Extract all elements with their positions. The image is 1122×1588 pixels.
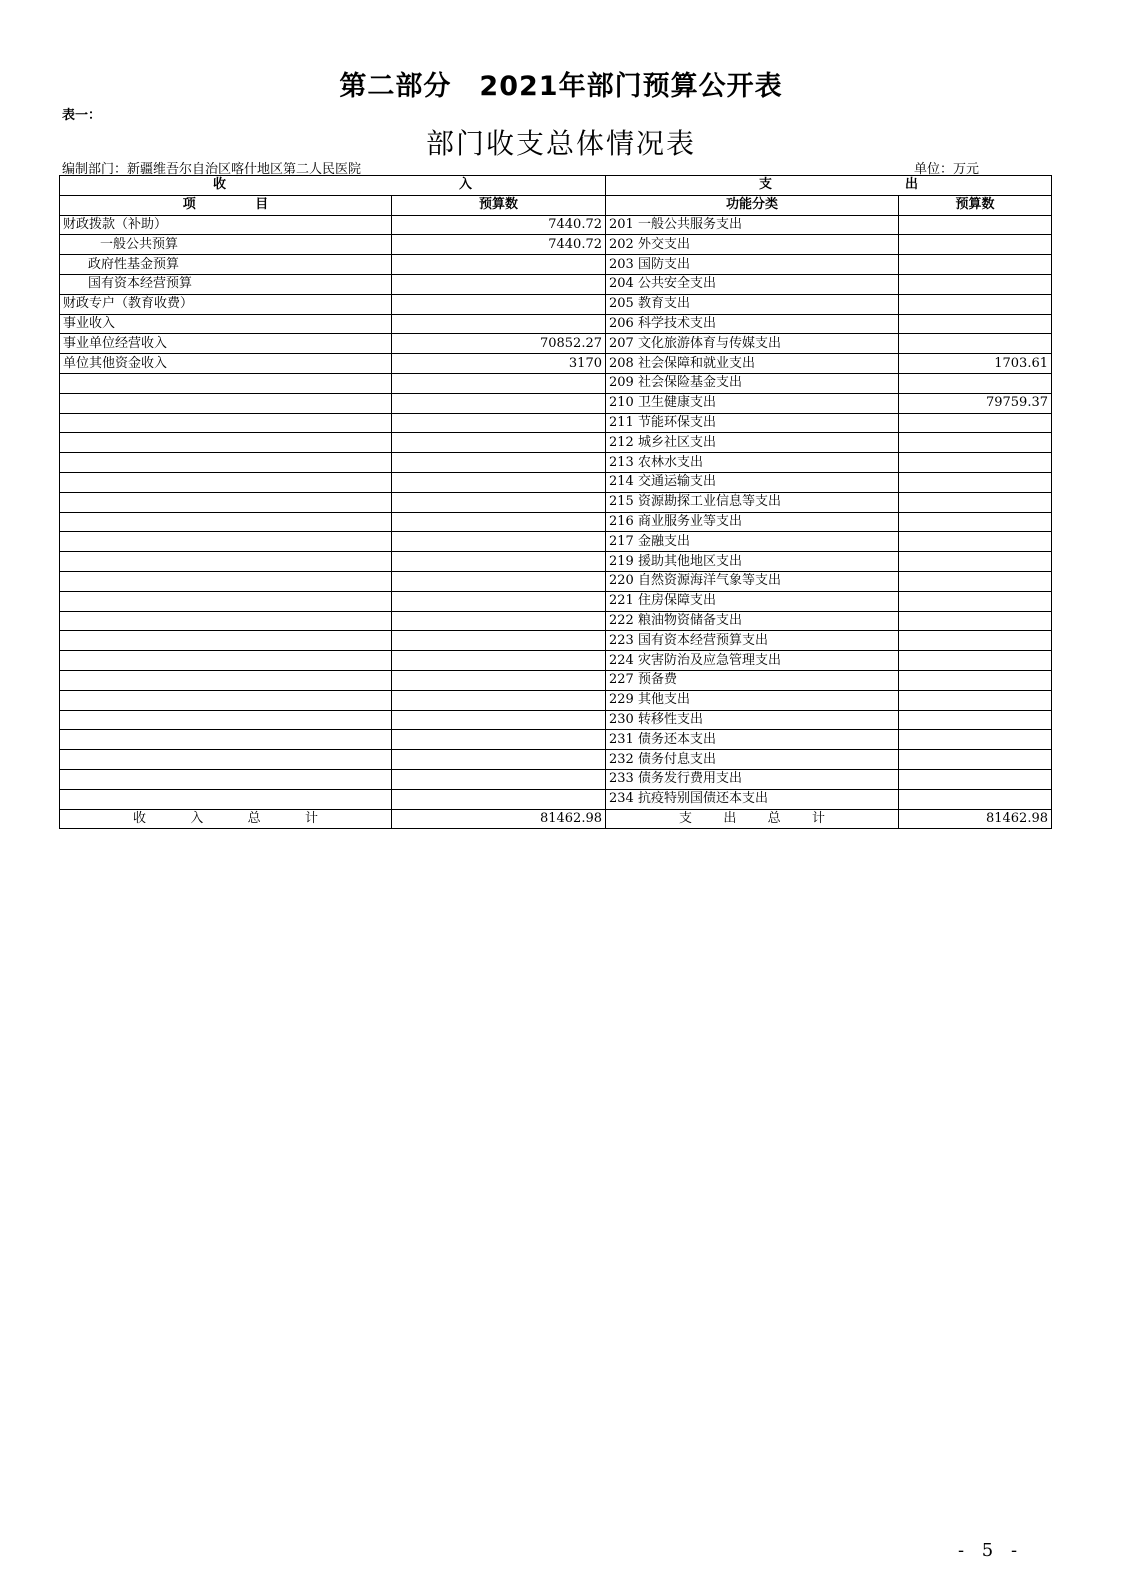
col-function: 功能分类: [606, 195, 899, 215]
page-number: - 5 -: [958, 1540, 1024, 1561]
function-category-cell: 229 其他支出: [606, 690, 899, 710]
total-char: 支: [679, 810, 693, 826]
income-item-cell: 国有资本经营预算: [60, 274, 392, 294]
income-item-cell: [60, 472, 392, 492]
table-title: 部门收支总体情况表: [425, 127, 696, 160]
income-item-cell: [60, 651, 392, 671]
expense-amount-cell: [899, 611, 1052, 631]
table-row: [60, 789, 1052, 809]
col-item-char: 目: [255, 197, 269, 213]
income-amount-cell: [392, 294, 606, 314]
income-amount-cell: [392, 393, 606, 413]
income-amount-cell: [392, 651, 606, 671]
income-amount-cell: [392, 611, 606, 631]
expense-char: 支: [759, 177, 773, 193]
table-row: [60, 631, 1052, 651]
function-category-cell: 204 公共安全支出: [606, 274, 899, 294]
income-item-cell: [60, 571, 392, 591]
income-item-cell: [60, 413, 392, 433]
income-item-cell: [60, 492, 392, 512]
function-category-cell: 232 债务付息支出: [606, 750, 899, 770]
income-item-cell: 事业收入: [60, 314, 392, 334]
table-row: [60, 670, 1052, 690]
function-category-cell: 216 商业服务业等支出: [606, 512, 899, 532]
income-item-cell: [60, 690, 392, 710]
expense-char: 出: [904, 177, 918, 193]
function-category-cell: 219 援助其他地区支出: [606, 552, 899, 572]
expense-amount-cell: [899, 512, 1052, 532]
table-row: [60, 373, 1052, 393]
total-income-value: 81462.98: [392, 809, 606, 829]
function-category-cell: 207 文化旅游体育与传媒支出: [606, 334, 899, 354]
income-item-cell: 一般公共预算: [60, 235, 392, 255]
table-row: [60, 393, 1052, 413]
col-item-char: 项: [182, 197, 196, 213]
function-category-cell: 213 农林水支出: [606, 453, 899, 473]
expense-amount-cell: [899, 651, 1052, 671]
income-amount-cell: [392, 591, 606, 611]
function-category-cell: 217 金融支出: [606, 532, 899, 552]
expense-amount-cell: [899, 235, 1052, 255]
income-item-cell: [60, 512, 392, 532]
function-category-cell: 206 科学技术支出: [606, 314, 899, 334]
function-category-cell: 208 社会保障和就业支出: [606, 354, 899, 374]
total-char: 出: [723, 810, 737, 826]
table-row: [60, 591, 1052, 611]
table-row: [60, 472, 1052, 492]
table-row: [60, 492, 1052, 512]
expense-amount-cell: [899, 789, 1052, 809]
department-label: 编制部门：新疆维吾尔自治区喀什地区第二人民医院: [62, 162, 362, 177]
table-row: [60, 750, 1052, 770]
expense-amount-cell: [899, 453, 1052, 473]
income-item-cell: [60, 631, 392, 651]
table-row: [60, 651, 1052, 671]
income-amount-cell: [392, 750, 606, 770]
function-category-cell: 227 预备费: [606, 670, 899, 690]
income-header: [60, 176, 606, 196]
function-category-cell: 222 粮油物资储备支出: [606, 611, 899, 631]
function-category-cell: 203 国防支出: [606, 255, 899, 275]
income-amount-cell: [392, 670, 606, 690]
expense-amount-cell: [899, 532, 1052, 552]
expense-amount-cell: [899, 314, 1052, 334]
col-budget-expense: 预算数: [899, 195, 1052, 215]
expense-amount-cell: [899, 631, 1052, 651]
income-item-cell: [60, 373, 392, 393]
function-category-cell: 231 债务还本支出: [606, 730, 899, 750]
income-amount-cell: [392, 413, 606, 433]
income-item-cell: [60, 532, 392, 552]
table-row: [60, 294, 1052, 314]
function-category-cell: 223 国有资本经营预算支出: [606, 631, 899, 651]
total-row: [60, 809, 1052, 829]
function-category-cell: 212 城乡社区支出: [606, 433, 899, 453]
income-item-cell: [60, 393, 392, 413]
total-expense-value: 81462.98: [899, 809, 1052, 829]
expense-amount-cell: [899, 750, 1052, 770]
income-item-cell: [60, 453, 392, 473]
income-item-cell: [60, 750, 392, 770]
income-item-cell: [60, 611, 392, 631]
income-item-cell: [60, 670, 392, 690]
income-amount-cell: [392, 373, 606, 393]
expense-amount-cell: [899, 670, 1052, 690]
income-item-cell: [60, 591, 392, 611]
income-amount-cell: [392, 492, 606, 512]
expense-amount-cell: 1703.61: [899, 354, 1052, 374]
expense-amount-cell: [899, 730, 1052, 750]
income-amount-cell: [392, 690, 606, 710]
table-row: [60, 690, 1052, 710]
income-item-cell: [60, 769, 392, 789]
table-row: [60, 532, 1052, 552]
table-row: [60, 769, 1052, 789]
income-amount-cell: [392, 433, 606, 453]
expense-amount-cell: [899, 274, 1052, 294]
expense-amount-cell: 79759.37: [899, 393, 1052, 413]
income-amount-cell: [392, 512, 606, 532]
total-char: 计: [811, 810, 825, 826]
budget-table: [59, 175, 1052, 829]
function-category-cell: 234 抗疫特别国债还本支出: [606, 789, 899, 809]
income-amount-cell: 7440.72: [392, 235, 606, 255]
expense-amount-cell: [899, 492, 1052, 512]
expense-amount-cell: [899, 413, 1052, 433]
income-amount-cell: [392, 472, 606, 492]
expense-amount-cell: [899, 552, 1052, 572]
col-budget: 预算数: [392, 195, 606, 215]
table-row: [60, 571, 1052, 591]
table-row: [60, 730, 1052, 750]
income-item-cell: 政府性基金预算: [60, 255, 392, 275]
income-amount-cell: [392, 730, 606, 750]
expense-amount-cell: [899, 373, 1052, 393]
income-amount-cell: [392, 532, 606, 552]
section-header-row: [60, 176, 1052, 196]
income-item-cell: [60, 433, 392, 453]
table-row: [60, 512, 1052, 532]
income-amount-cell: 7440.72: [392, 215, 606, 235]
table-row: [60, 255, 1052, 275]
income-item-cell: [60, 710, 392, 730]
function-category-cell: 230 转移性支出: [606, 710, 899, 730]
function-category-cell: 215 资源勘探工业信息等支出: [606, 492, 899, 512]
income-amount-cell: [392, 274, 606, 294]
income-amount-cell: [392, 769, 606, 789]
total-char: 收: [133, 810, 147, 826]
function-category-cell: 201 一般公共服务支出: [606, 215, 899, 235]
income-item-cell: 财政专户（教育收费）: [60, 294, 392, 314]
expense-header: [606, 176, 1052, 196]
table-row: [60, 215, 1052, 235]
col-item: [60, 195, 392, 215]
table-row: [60, 453, 1052, 473]
expense-amount-cell: [899, 215, 1052, 235]
column-header-row: [60, 195, 1052, 215]
income-char: 收: [213, 177, 227, 193]
expense-amount-cell: [899, 690, 1052, 710]
total-char: 计: [304, 810, 318, 826]
table-row: [60, 433, 1052, 453]
table-row: [60, 235, 1052, 255]
income-char: 入: [458, 177, 472, 193]
income-item-cell: [60, 789, 392, 809]
income-item-cell: 事业单位经营收入: [60, 334, 392, 354]
table-number: 表一：: [62, 108, 102, 123]
expense-amount-cell: [899, 710, 1052, 730]
total-income-label: [60, 809, 392, 829]
income-amount-cell: [392, 631, 606, 651]
income-item-cell: [60, 552, 392, 572]
income-amount-cell: [392, 571, 606, 591]
expense-amount-cell: [899, 769, 1052, 789]
function-category-cell: 205 教育支出: [606, 294, 899, 314]
income-amount-cell: [392, 789, 606, 809]
function-category-cell: 214 交通运输支出: [606, 472, 899, 492]
function-category-cell: 233 债务发行费用支出: [606, 769, 899, 789]
function-category-cell: 209 社会保险基金支出: [606, 373, 899, 393]
function-category-cell: 220 自然资源海洋气象等支出: [606, 571, 899, 591]
table-row: [60, 354, 1052, 374]
page-title: 第二部分 2021年部门预算公开表: [339, 71, 783, 102]
function-category-cell: 202 外交支出: [606, 235, 899, 255]
expense-amount-cell: [899, 591, 1052, 611]
income-amount-cell: [392, 314, 606, 334]
income-item-cell: [60, 730, 392, 750]
income-amount-cell: 70852.27: [392, 334, 606, 354]
income-amount-cell: [392, 552, 606, 572]
total-char: 总: [247, 810, 261, 826]
income-amount-cell: [392, 453, 606, 473]
total-expense-label: [606, 809, 899, 829]
table-row: [60, 710, 1052, 730]
unit-label: 单位：万元: [914, 162, 980, 177]
expense-amount-cell: [899, 433, 1052, 453]
table-row: [60, 611, 1052, 631]
total-char: 总: [767, 810, 781, 826]
function-category-cell: 210 卫生健康支出: [606, 393, 899, 413]
expense-amount-cell: [899, 255, 1052, 275]
table-row: [60, 334, 1052, 354]
expense-amount-cell: [899, 294, 1052, 314]
income-amount-cell: [392, 255, 606, 275]
table-row: [60, 314, 1052, 334]
function-category-cell: 221 住房保障支出: [606, 591, 899, 611]
income-item-cell: 单位其他资金收入: [60, 354, 392, 374]
function-category-cell: 224 灾害防治及应急管理支出: [606, 651, 899, 671]
table-row: [60, 274, 1052, 294]
total-char: 入: [190, 810, 204, 826]
income-amount-cell: [392, 710, 606, 730]
income-amount-cell: 3170: [392, 354, 606, 374]
function-category-cell: 211 节能环保支出: [606, 413, 899, 433]
table-row: [60, 413, 1052, 433]
expense-amount-cell: [899, 334, 1052, 354]
expense-amount-cell: [899, 571, 1052, 591]
table-row: [60, 552, 1052, 572]
expense-amount-cell: [899, 472, 1052, 492]
income-item-cell: 财政拨款（补助）: [60, 215, 392, 235]
